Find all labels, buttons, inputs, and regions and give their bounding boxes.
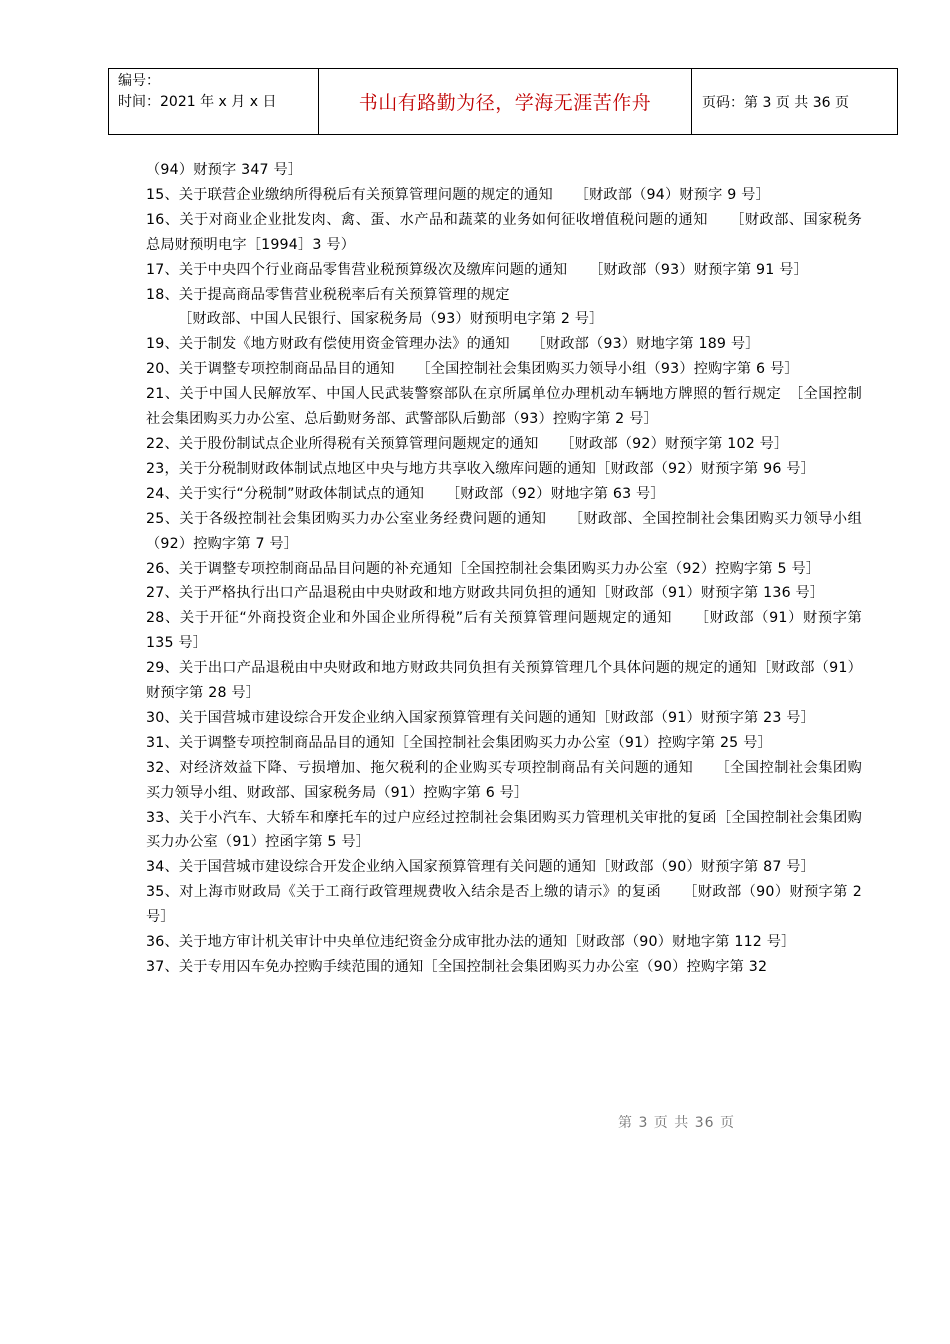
document-header bbox=[108, 68, 898, 135]
list-item: 27、关于严格执行出口产品退税由中央财政和地方财政共同负担的通知［财政部（91）财预字第 136 号］ bbox=[146, 585, 825, 602]
list-item: 29、关于出口产品退税由中央财政和地方财政共同负担有关预算管理几个具体问题的规定的通知［财政部（91）财预字第 28 号］ bbox=[146, 660, 862, 702]
document-number: 编号： bbox=[118, 73, 160, 89]
list-item: 16、关于对商业企业批发肉、禽、蛋、水产品和蔬菜的业务如何征收增值税问题的通知 ［财政部、国家税务总局财预明电字［1994］3 号） bbox=[146, 211, 862, 253]
header-page-label: 页码：第 3 页 共 36 页 bbox=[692, 69, 898, 135]
list-item: 28、关于开征“外商投资企业和外国企业所得税”后有关预算管理问题规定的通知 ［财政部（91）财预字第 135 号］ bbox=[146, 610, 862, 652]
list-item: 34、关于国营城市建设综合开发企业纳入国家预算管理有关问题的通知［财政部（90）财预字第 87 号］ bbox=[146, 859, 816, 876]
list-item: 35、对上海市财政局《关于工商行政管理规费收入结余是否上缴的请示》的复函 ［财政部（90）财预字第 2 号］ bbox=[146, 884, 862, 926]
list-item: 32、对经济效益下降、亏损增加、拖欠税利的企业购买专项控制商品有关问题的通知 ［全国控制社会集团购买力领导小组、财政部、国家税务局（91）控购字第 6 号］ bbox=[146, 759, 862, 801]
list-item: 33、关于小汽车、大轿车和摩托车的过户应经过控制社会集团购买力管理机关审批的复函［全国控制社会集团购买力办公室（91）控函字第 5 号］ bbox=[146, 809, 862, 851]
list-item: 26、关于调整专项控制商品品目问题的补充通知［全国控制社会集团购买力办公室（92）控购字第 5 号］ bbox=[146, 560, 821, 577]
list-item: 31、关于调整专项控制商品品目的通知［全国控制社会集团购买力办公室（91）控购字第 25 号］ bbox=[146, 734, 772, 751]
list-item: 25、关于各级控制社会集团购买力办公室业务经费问题的通知 ［财政部、全国控制社会集团购买力领导小组（92）控购字第 7 号］ bbox=[146, 510, 862, 552]
list-item: 23，关于分税制财政体制试点地区中央与地方共享收入缴库问题的通知［财政部（92）财预字第 96 号］ bbox=[146, 460, 816, 477]
header-meta-cell bbox=[109, 69, 319, 135]
list-item: 19、关于制发《地方财政有偿使用资金管理办法》的通知 ［财政部（93）财地字第 189 号］ bbox=[146, 336, 760, 353]
page-footer-indicator: 第 3 页 共 36 页 bbox=[618, 1115, 735, 1131]
list-item: 37、关于专用囚车免办控购手续范围的通知［全国控制社会集团购买力办公室（90）控购字第 32 bbox=[146, 959, 768, 975]
list-item-continuation: ［财政部、中国人民银行、国家税务局（93）财预明电字第 2 号］ bbox=[178, 311, 604, 328]
list-item: 36、关于地方审计机关审计中央单位违纪资金分成审批办法的通知［财政部（90）财地字第 112 号］ bbox=[146, 934, 796, 951]
list-item: 24、关于实行“分税制”财政体制试点的通知 ［财政部（92）财地字第 63 号］ bbox=[146, 485, 665, 502]
list-item: 20、关于调整专项控制商品品目的通知 ［全国控制社会集团购买力领导小组（93）控购字第 6 号］ bbox=[146, 361, 799, 378]
header-motto: 书山有路勤为径，学海无涯苦作舟 bbox=[319, 69, 692, 135]
document-body bbox=[146, 158, 862, 980]
list-item: 18、关于提高商品零售营业税税率后有关预算管理的规定 bbox=[146, 286, 510, 303]
list-item: 17、关于中央四个行业商品零售营业税预算级次及缴库问题的通知 ［财政部（93）财预字第 91 号］ bbox=[146, 261, 808, 278]
list-item: 22、关于股份制试点企业所得税有关预算管理问题规定的通知 ［财政部（92）财预字第 102 号］ bbox=[146, 435, 789, 452]
document-date: 时间：2021 年 x 月 x 日 bbox=[118, 94, 277, 110]
list-item: 15、关于联营企业缴纳所得税后有关预算管理问题的规定的通知 ［财政部（94）财预字 9 号］ bbox=[146, 186, 770, 203]
list-item: 30、关于国营城市建设综合开发企业纳入国家预算管理有关问题的通知［财政部（91）财预字第 23 号］ bbox=[146, 709, 816, 726]
list-item: （94）财预字 347 号］ bbox=[146, 162, 303, 178]
list-item: 21、关于中国人民解放军、中国人民武装警察部队在京所属单位办理机动车辆地方牌照的暂行规定 ［全国控制社会集团购买力办公室、总后勤财务部、武警部队后勤部（93）控购字第 2 号］ bbox=[146, 386, 862, 428]
